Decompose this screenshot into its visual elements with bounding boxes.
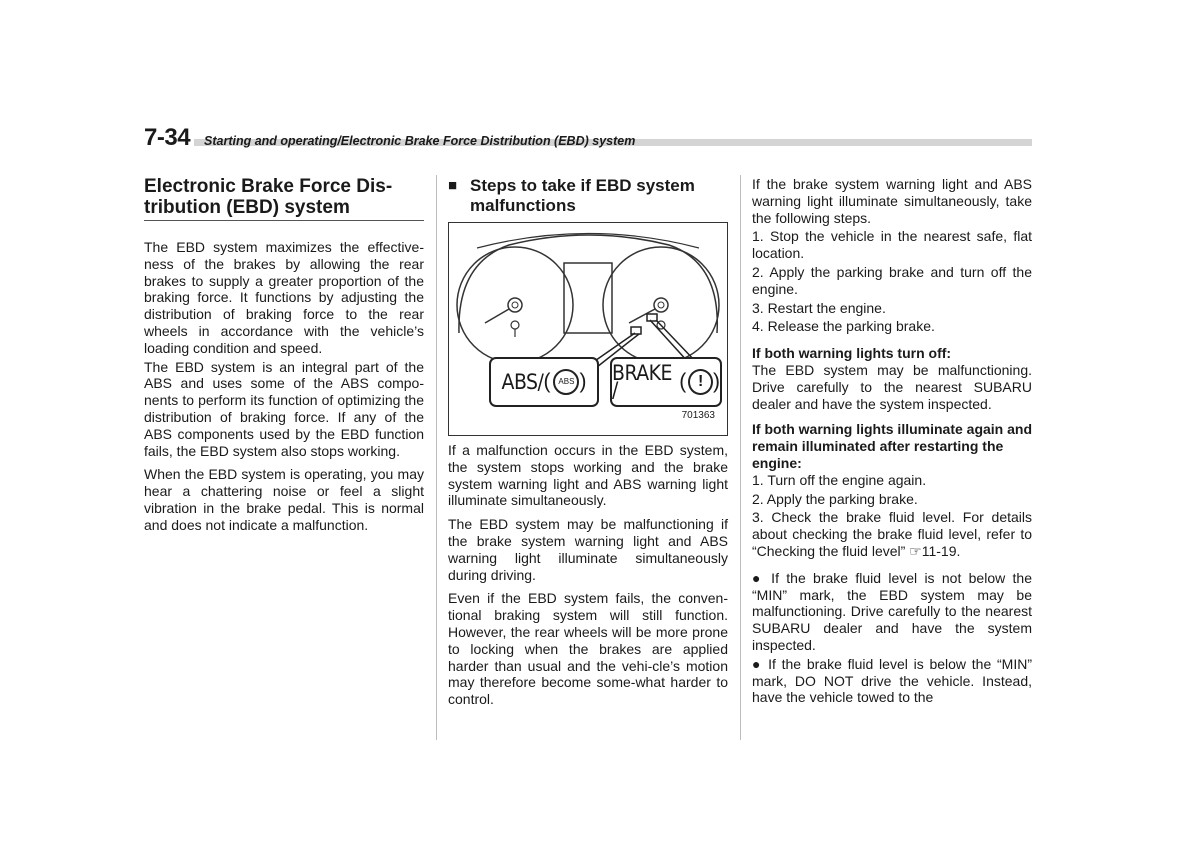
case-heading: If both warning lights illuminate again and remain illuminated after restarting the engine:	[752, 421, 1033, 471]
list-item: 2. Apply the parking brake.	[752, 490, 918, 507]
subsection-heading-text: Steps to take if EBD system malfunctions	[470, 176, 695, 215]
abs-label: ABS/	[501, 369, 544, 394]
square-bullet-icon: ■	[448, 177, 458, 194]
paragraph: The EBD system may be malfunctioning if the brake system warning light and ABS warning light illuminate simultaneously during driving.	[448, 516, 728, 583]
abs-warning-icon: ABS	[553, 369, 579, 395]
section-heading: Electronic Brake Force Dis-tribution (EBD) system	[144, 176, 424, 221]
bullet-item: ● If the brake fluid level is below the “MIN” mark, DO NOT drive the vehicle. Instead, have the vehicle towed to the	[752, 655, 1032, 706]
list-item: 1. Turn off the engine again.	[752, 471, 927, 488]
page-number: 7-34	[144, 124, 191, 151]
brake-warning-icon: !	[688, 369, 713, 395]
bullet-item: ● If the brake fluid level is not below the “MIN” mark, the EBD system may be malfunctioning. Drive carefully to the nearest SUBARU dealer and have the system inspected.	[752, 569, 1032, 653]
paragraph: If a malfunction occurs in the EBD system, the system stops working and the brake system warning light and ABS warning light illuminate simultaneously.	[448, 442, 728, 509]
column-divider-2	[740, 175, 741, 740]
paren-left: (	[543, 369, 551, 393]
paragraph: If the brake system warning light and ABS warning light illuminate simultaneously, take the following steps.	[752, 176, 1032, 226]
paragraph: The EBD system is an integral part of the ABS and uses some of the ABS compo-nents to perform its function of optimizing the distribution of braking force. If any of the ABS components used by the EBD function fails, the EBD system also stops working.	[144, 358, 424, 459]
paragraph: The EBD system maximizes the effective-ness of the brakes by allowing the rear brakes to supply a greater proportion of the braking force. It functions by adjusting the distribution of braking force to the rear wheels in accordance with the vehicle’s loading condition and speed.	[144, 239, 424, 356]
list-item: 2. Apply the parking brake and turn off the engine.	[752, 263, 1032, 297]
column-1	[144, 176, 424, 534]
column-divider-1	[436, 175, 437, 740]
brake-label: BRAKE /	[612, 361, 672, 402]
list-item: 3. Restart the engine.	[752, 299, 886, 316]
paragraph: When the EBD system is operating, you may hear a chattering noise or feel a slight vibration in the brake pedal. This is normal and does not indicate a malfunction.	[144, 466, 424, 533]
column-2	[448, 176, 728, 708]
paren-left: (	[679, 369, 687, 393]
instrument-cluster-figure	[448, 222, 728, 436]
paren-right: )	[579, 369, 587, 393]
header-title: Starting and operating/Electronic Brake Force Distribution (EBD) system	[204, 134, 636, 148]
column-3	[752, 176, 1032, 706]
abs-warning-callout	[489, 357, 599, 407]
brake-warning-callout	[610, 357, 722, 407]
figure-code: 701363	[681, 410, 715, 422]
paragraph: Even if the EBD system fails, the conven-tional braking system will still function. However, the rear wheels will be more prone to locking when the brakes are applied harder than usual and the vehi-cle’s motion may therefore become some-what harder to control.	[448, 590, 728, 708]
list-item: 1. Stop the vehicle in the nearest safe, flat location.	[752, 228, 1032, 262]
page-header	[144, 124, 1032, 154]
case-heading: If both warning lights turn off:	[752, 345, 952, 362]
paren-right: )	[713, 369, 720, 393]
subsection-heading	[448, 176, 728, 216]
paragraph: The EBD system may be malfunctioning. Drive carefully to the nearest SUBARU dealer and have the system inspected.	[752, 361, 1032, 412]
list-item: 3. Check the brake fluid level. For details about checking the brake fluid level, refer to “Checking the fluid level” ☞11-19.	[752, 509, 1032, 559]
list-item: 4. Release the parking brake.	[752, 318, 935, 335]
